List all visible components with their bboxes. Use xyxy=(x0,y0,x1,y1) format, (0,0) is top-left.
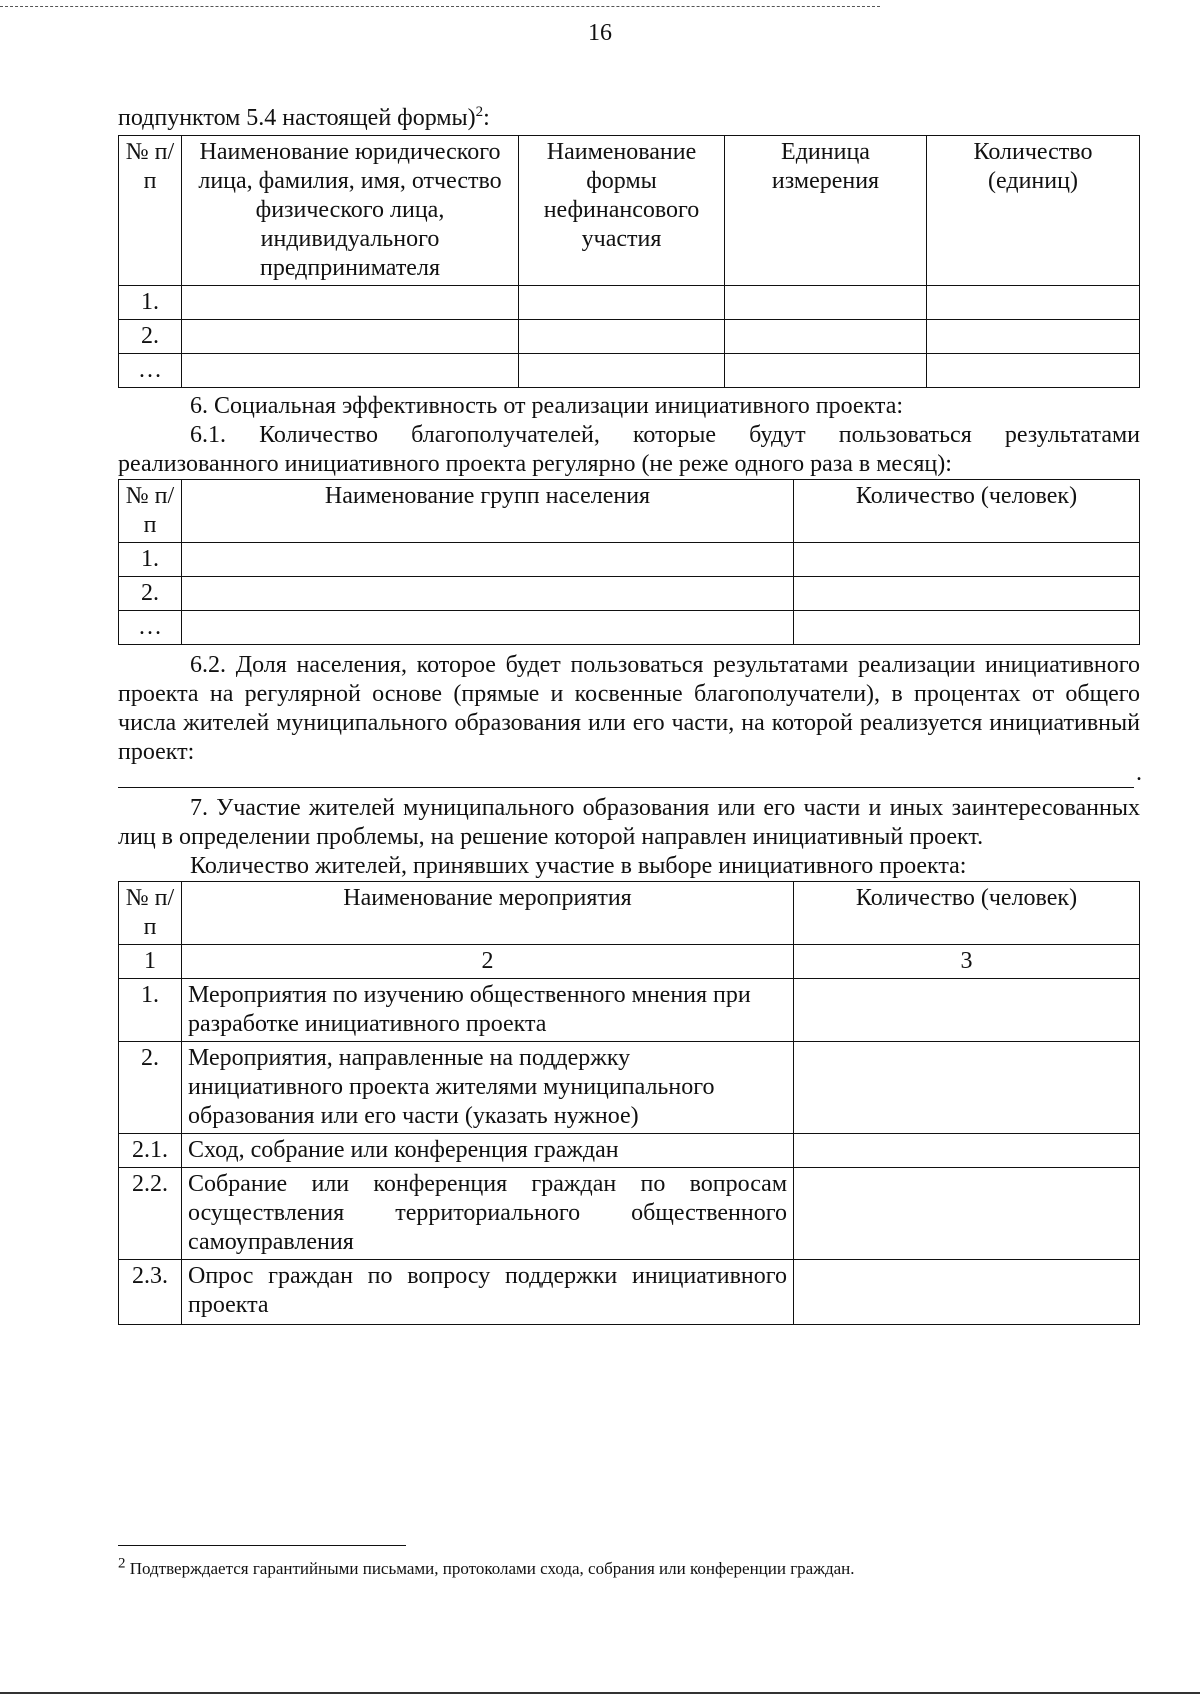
column-header: № п/п xyxy=(119,882,182,945)
table-row xyxy=(119,979,1140,1042)
row-number: … xyxy=(119,611,182,645)
row-number: 1. xyxy=(119,543,182,577)
column-numbering-row xyxy=(119,945,1140,979)
row-number: 2. xyxy=(119,320,182,354)
table-cell xyxy=(519,354,725,388)
table-header-row xyxy=(119,136,1140,286)
beneficiaries-table xyxy=(118,479,1140,645)
scan-top-edge xyxy=(0,6,880,7)
document-body xyxy=(118,104,1140,1325)
nonfinancial-participation-table xyxy=(118,135,1140,388)
table-cell xyxy=(927,286,1140,320)
table-cell xyxy=(794,1134,1140,1168)
table-row xyxy=(119,1134,1140,1168)
table-cell xyxy=(182,577,794,611)
section-6-heading: 6. Социальная эффективность от реализации инициативного проекта: xyxy=(190,393,904,419)
event-name: Мероприятия по изучению общественного мнения при разработке инициативного проекта xyxy=(182,979,794,1042)
event-name: Собрание или конференция граждан по вопросам осуществления территориального общественного самоуправления xyxy=(182,1168,794,1260)
table-header-row xyxy=(119,882,1140,945)
intro-text: подпунктом 5.4 настоящей формы) xyxy=(118,105,476,131)
row-number: 2. xyxy=(119,1042,182,1134)
table-cell xyxy=(182,354,519,388)
table-header-row xyxy=(119,480,1140,543)
column-number: 2 xyxy=(182,945,794,979)
column-number: 3 xyxy=(794,945,1140,979)
fill-in-line xyxy=(118,760,1142,788)
column-header: Наименование групп населения xyxy=(182,480,794,543)
table-row xyxy=(119,543,1140,577)
footnote xyxy=(118,1555,1140,1580)
table-row xyxy=(119,611,1140,645)
table-row xyxy=(119,1042,1140,1134)
intro-colon: : xyxy=(483,105,490,131)
row-number: … xyxy=(119,354,182,388)
table-cell xyxy=(794,979,1140,1042)
table-cell xyxy=(519,320,725,354)
event-name: Мероприятия, направленные на поддержку инициативного проекта жителями муниципального образования или его части (указать нужное) xyxy=(182,1042,794,1134)
line-end-period: . xyxy=(1136,760,1142,786)
row-number: 2.1. xyxy=(119,1134,182,1168)
table-cell xyxy=(182,320,519,354)
footnote-separator xyxy=(118,1545,406,1546)
row-number: 1. xyxy=(119,286,182,320)
table-cell xyxy=(182,286,519,320)
table-row xyxy=(119,577,1140,611)
table-cell xyxy=(725,320,927,354)
table-cell xyxy=(519,286,725,320)
column-header: Единица измерения xyxy=(725,136,927,286)
table-row xyxy=(119,1260,1140,1325)
table-cell xyxy=(794,577,1140,611)
section-7-count-text: Количество жителей, принявших участие в выборе инициативного проекта: xyxy=(190,853,967,879)
table-cell xyxy=(794,1260,1140,1325)
table-cell xyxy=(927,354,1140,388)
page-number: 16 xyxy=(588,20,612,46)
column-header: № п/п xyxy=(119,136,182,286)
table-cell xyxy=(725,286,927,320)
column-header: Количество (человек) xyxy=(794,882,1140,945)
table-row xyxy=(119,320,1140,354)
section-7-text: 7. Участие жителей муниципального образования или его части и иных заинтересованных лиц в определении проблемы, на решение которой направлен инициативный проект. xyxy=(118,795,1140,850)
table-cell xyxy=(725,354,927,388)
footnote-ref: 2 xyxy=(475,104,484,120)
section-6-1-text: 6.1. Количество благополучателей, которые будут пользоваться результатами реализованного инициативного проекта регулярно (не реже одного раза в месяц): xyxy=(118,422,1140,477)
table-cell xyxy=(927,320,1140,354)
column-header: № п/п xyxy=(119,480,182,543)
table-cell xyxy=(794,1042,1140,1134)
table-row xyxy=(119,286,1140,320)
row-number: 1. xyxy=(119,979,182,1042)
table-row xyxy=(119,354,1140,388)
table-cell xyxy=(182,611,794,645)
scan-bottom-edge xyxy=(0,1692,1200,1694)
table-row xyxy=(119,1168,1140,1260)
row-number: 2.2. xyxy=(119,1168,182,1260)
section-6-2-text: 6.2. Доля населения, которое будет пользоваться результатами реализации инициативного проекта на регулярной основе (прямые и косвенные благополучатели), в процентах от общего числа жителей муниципального образования или его части, на которой реализуется инициативный проект: xyxy=(118,652,1140,765)
table-cell xyxy=(182,543,794,577)
table-cell xyxy=(794,1168,1140,1260)
footnote-text: Подтверждается гарантийными письмами, протоколами схода, собрания или конференции граждан. xyxy=(125,1559,855,1578)
intro-line xyxy=(118,104,1140,133)
column-header: Количество (человек) xyxy=(794,480,1140,543)
participation-events-table xyxy=(118,881,1140,1325)
column-header: Наименование юридического лица, фамилия, имя, отчество физического лица, индивидуального предпринимателя xyxy=(182,136,519,286)
footnote-marker: 2 xyxy=(118,1555,126,1572)
column-header: Количество (единиц) xyxy=(927,136,1140,286)
table-cell xyxy=(794,611,1140,645)
event-name: Опрос граждан по вопросу поддержки инициативного проекта xyxy=(182,1260,794,1325)
column-header: Наименование формы нефинансового участия xyxy=(519,136,725,286)
row-number: 2.3. xyxy=(119,1260,182,1325)
column-number: 1 xyxy=(119,945,182,979)
table-cell xyxy=(794,543,1140,577)
row-number: 2. xyxy=(119,577,182,611)
column-header: Наименование мероприятия xyxy=(182,882,794,945)
event-name: Сход, собрание или конференция граждан xyxy=(182,1134,794,1168)
